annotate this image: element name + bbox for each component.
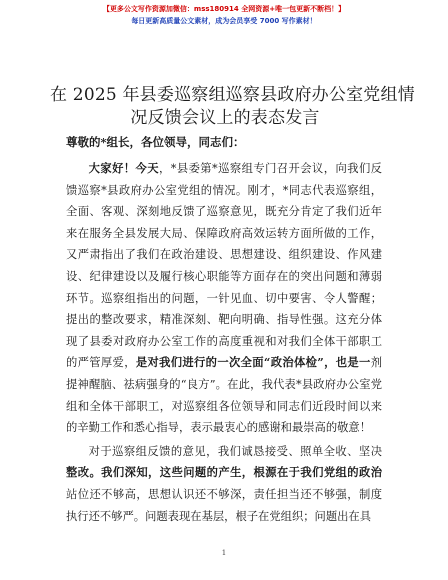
promo-banner-line-1: 【更多公文写作资源加微信：mss180914 全网资源+唯一包更新不断档！】 — [102, 5, 346, 13]
title-line-2: 况反馈会议上的表态发言 — [130, 108, 320, 128]
p2-text: 对于巡察组反馈的意见，我们诚恳接受、照单全收、坚决 — [88, 444, 382, 458]
greeting: 尊敬的*组长，各位领导，同志们： — [66, 135, 245, 149]
p1-text: ，*县委第*巡察组专门召开会议，向我们反馈巡察*县政府办公室党组的情况。刚才，*同志代表巡察组，全面、客观、深刻地反馈了巡察意见，既充分肯定了我们近年来在服务全县发展大局、保障政府高效运转方面所做的工作，又严肃指出了我们在政治建设、思想建设、组织建设、作风建设、纪律建设以及履行核心职能等方面存在的突出问题和薄弱环节。巡察组指出的问题，一针见血、切中要害、令人警醒；提出的整改要求，精准深刻、靶向明确、指导性强。这充分体现了县委对政府办公室工作的高度重视和对我们全体干部职工的严管厚爱， — [66, 162, 382, 370]
p2-text-2: 站位还不够高，思想认识还不够深，责任担当还不够强，制度执行还不够严。问题表现在基层，根子在党组织；问题出在具 — [66, 487, 382, 523]
paragraph-2 — [66, 441, 382, 527]
p2-bold: 整改。我们深知，这些问题的产生，根源在于我们党组的政治 — [66, 465, 382, 480]
p1-bold-lead: 大家好！今天 — [88, 161, 160, 175]
title-line-1: 在 2025 年县委巡察组巡察县政府办公室党组情 — [50, 85, 415, 105]
paragraph-1 — [66, 158, 382, 439]
p1-bold-mid: 是对我们进行的一次全面“政治体检”，也是一 — [135, 355, 371, 370]
document-body — [66, 158, 382, 527]
page-number: 1 — [221, 549, 227, 557]
promo-banner-line-2: 每日更新高质量公文素材，成为会员享受 7000 写作素材！ — [131, 17, 317, 25]
p1-text-2: 剂提神醒脑、祛病强身的“良方”。在此，我代表*县政府办公室党组和全体干部职工，对巡察组各位领导和同志们近段时间以来的辛勤工作和悉心指导，表示最衷心的感谢和最崇高的敬意！ — [66, 356, 382, 435]
document-title — [50, 84, 415, 130]
